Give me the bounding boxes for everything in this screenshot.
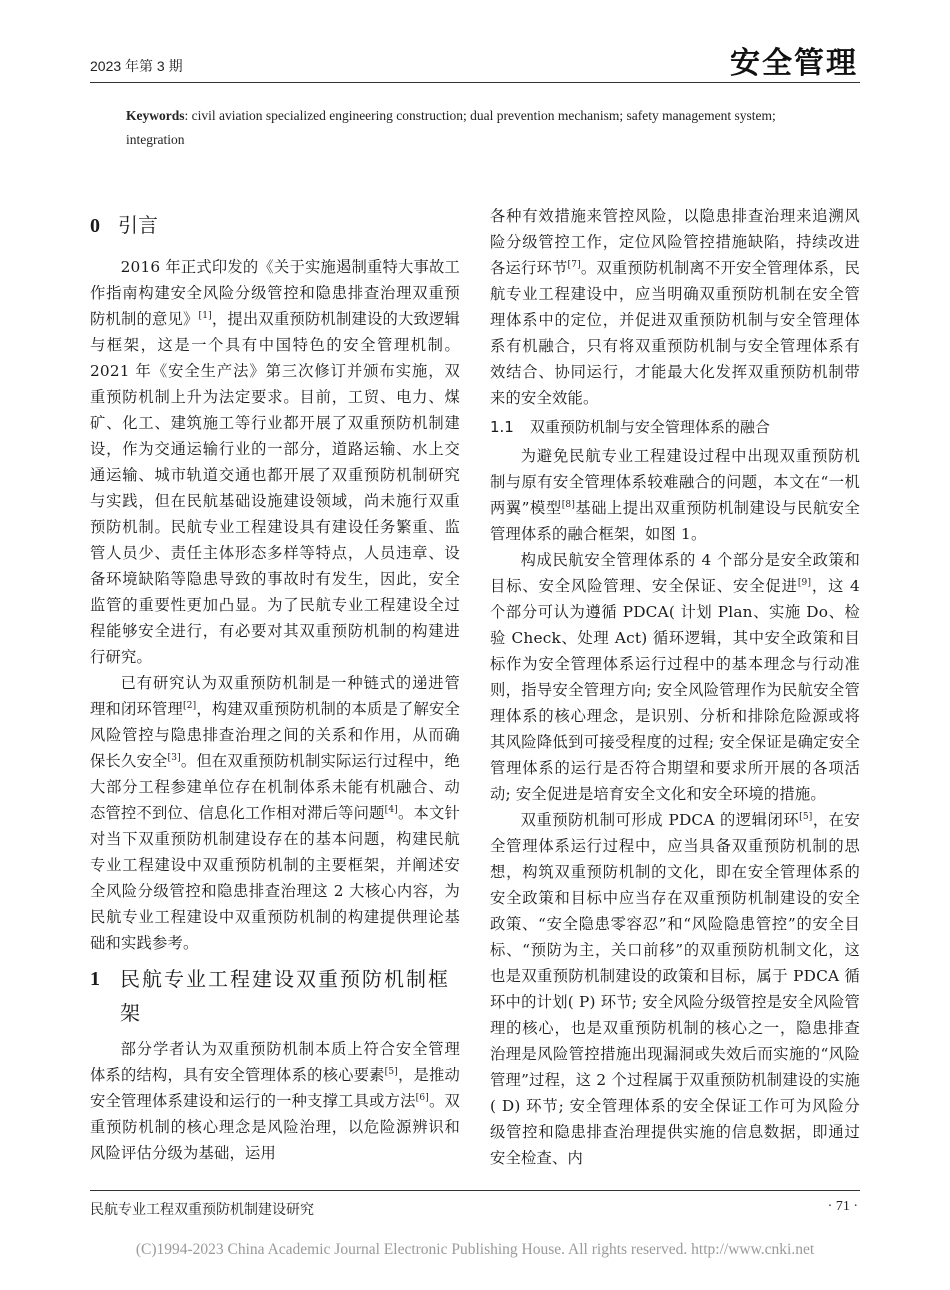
header-rule	[90, 82, 860, 83]
paragraph-text: 双重预防机制可形成 PDCA 的逻辑闭环	[520, 811, 800, 829]
citation: [4]	[384, 804, 398, 815]
keywords-block	[126, 104, 834, 152]
section-number: 1.1	[490, 418, 514, 436]
paragraph-text: 部分学者认为双重预防机制本质上符合安全管理体系的结构，具有安全管理体系的核心要素	[90, 1040, 460, 1084]
paragraph-text: 各种有效措施来管控风险，以隐患排查治理来追溯风险分级管控工作，定位风险管控措施缺陷，持续改进各运行环节	[490, 207, 860, 277]
paragraph	[90, 670, 460, 956]
paragraph-text: 。双重预防机制离不开安全管理体系，民航专业工程建设中，应当明确双重预防机制在安全管理体系中的定位，并促进双重预防机制与安全管理体系有机融合，只有将双重预防机制与安全管理体系有效结合、协同运行，才能最大化发挥双重预防机制带来的安全效能。	[490, 259, 860, 407]
section-heading-introduction	[90, 210, 460, 240]
paragraph-text: 基础上提出双重预防机制建设与民航安全管理体系的融合框架，如图 1。	[490, 499, 860, 543]
paragraph	[490, 203, 860, 411]
citation: [5]	[799, 811, 813, 822]
journal-title: 安全管理	[730, 46, 858, 81]
left-column	[90, 190, 460, 1166]
right-column	[490, 203, 860, 1171]
citation: [6]	[415, 1092, 429, 1103]
section-title: 民航专业工程建设双重预防机制框架	[120, 967, 450, 1025]
paragraph	[490, 547, 860, 807]
section-title: 引言	[118, 213, 158, 237]
paragraph-text: 构成民航安全管理体系的 4 个部分是安全政策和目标、安全风险管理、安全保证、安全促进	[490, 551, 860, 595]
paragraph-text: 2016 年正式印发的《关于实施遏制重特大事故工作指南构建安全风险分级管控和隐患排查治理双重预防机制的意见》	[90, 258, 460, 328]
paragraph	[90, 1036, 460, 1166]
paragraph-text: 。双重预防机制的核心理念是风险治理，以危险源辨识和风险评估分级为基础，运用	[90, 1092, 460, 1162]
citation: [2]	[183, 700, 197, 711]
page-number: · 71 ·	[827, 1199, 858, 1214]
citation: [5]	[384, 1066, 398, 1077]
section-heading-1	[90, 962, 460, 1030]
citation: [8]	[561, 499, 576, 510]
copyright-notice: (C)1994-2023 China Academic Journal Electronic Publishing House. All rights reserved. http://www.cnki.net	[135, 1241, 815, 1258]
keywords-text: : civil aviation specialized engineering construction; dual prevention mechanism; safety management system; integration	[126, 108, 776, 147]
paragraph-text: ，构建双重预防机制的本质是了解安全风险管控与隐患排查治理之间的关系和作用，从而确保长久安全	[90, 700, 461, 770]
paragraph	[490, 807, 860, 1171]
journal-issue: 2023 年第 3 期	[90, 58, 183, 74]
paragraph	[90, 254, 460, 670]
paragraph	[490, 443, 860, 547]
keywords-label: Keywords	[126, 108, 185, 123]
paragraph-text: ，这 4 个部分可认为遵循 PDCA( 计划 Plan、实施 Do、检验 Check、处理 Act) 循环逻辑，其中安全政策和目标作为安全管理体系运行过程中的基本理念与行动准则，指导安全管理方向; 安全风险管理作为民航安全管理体系的核心理念，是识别、分析和排除危险源或将其风险降低到可接受程度的过程; 安全保证是确定安全管理体系的运行是否符合期望和要求所开展的各项活动; 安全促进是培育安全文化和安全环境的措施。	[490, 577, 860, 803]
running-title: 民航专业工程双重预防机制建设研究	[90, 1201, 314, 1217]
section-heading-1-1	[490, 413, 860, 441]
paragraph-text: ，是推动安全管理体系建设和运行的一种支撑工具或方法	[90, 1066, 460, 1110]
paragraph-text: 为避免民航专业工程建设过程中出现双重预防机制与原有安全管理体系较难融合的问题，本文在“一机两翼”模型	[490, 447, 860, 517]
paragraph-text: 已有研究认为双重预防机制是一种链式的递进管理和闭环管理	[90, 674, 460, 718]
section-title: 双重预防机制与安全管理体系的融合	[529, 418, 770, 436]
citation: [9]	[797, 577, 812, 588]
citation: [1]	[198, 310, 212, 321]
citation: [7]	[567, 259, 581, 270]
citation: [3]	[167, 752, 181, 763]
paragraph-text: ，在安全管理体系运行过程中，应当具备双重预防机制的思想，构筑双重预防机制的文化，即在安全管理体系的安全政策和目标中应当存在双重预防机制建设的安全政策、“安全隐患零容忍”和“风险隐患管控”的安全目标、“预防为主，关口前移”的双重预防机制文化，这也是双重预防机制建设的政策和目标，属于 PDCA 循环中的计划( P) 环节; 安全风险分级管控是安全风险管理的核心，也是双重预防机制的核心之一，隐患排查治理是风险管控措施出现漏洞或失效后而实施的“风险管理”过程，这 2 个过程属于双重预防机制建设的实施( D) 环节; 安全管理体系的安全保证工作可为风险分级管控和隐患排查治理提供实施的信息数据，即通过安全检查、内	[490, 811, 860, 1167]
paragraph-text: 。本文针对当下双重预防机制建设存在的基本问题，构建民航专业工程建设中双重预防机制的主要框架，并阐述安全风险分级管控和隐患排查治理这 2 大核心内容，为民航专业工程建设中双重预防机制的构建提供理论基础和实践参考。	[90, 804, 460, 952]
footer-rule	[90, 1190, 860, 1191]
section-number: 0	[90, 215, 100, 237]
section-number: 1	[90, 968, 102, 990]
paragraph-text: ，提出双重预防机制建设的大致逻辑与框架，这是一个具有中国特色的安全管理机制。2021 年《安全生产法》第三次修订并颁布实施，双重预防机制上升为法定要求。目前，工贸、电力、煤矿、化工、建筑施工等行业都开展了双重预防机制建设，作为交通运输行业的一部分，道路运输、水上交通运输、城市轨道交通也都开展了双重预防机制研究与实践，但在民航基础设施建设领域，尚未施行双重预防机制。民航专业工程建设具有建设任务繁重、监管人员少、责任主体形态多样等特点，人员违章、设备环境缺陷等隐患导致的事故时有发生，因此，安全监管的重要性更加凸显。为了民航专业工程建设全过程能够安全进行，有必要对其双重预防机制的构建进行研究。	[90, 310, 460, 666]
paragraph-text: 。但在双重预防机制实际运行过程中，绝大部分工程参建单位存在机制体系未能有机融合、动态管控不到位、信息化工作相对滞后等问题	[90, 752, 460, 822]
